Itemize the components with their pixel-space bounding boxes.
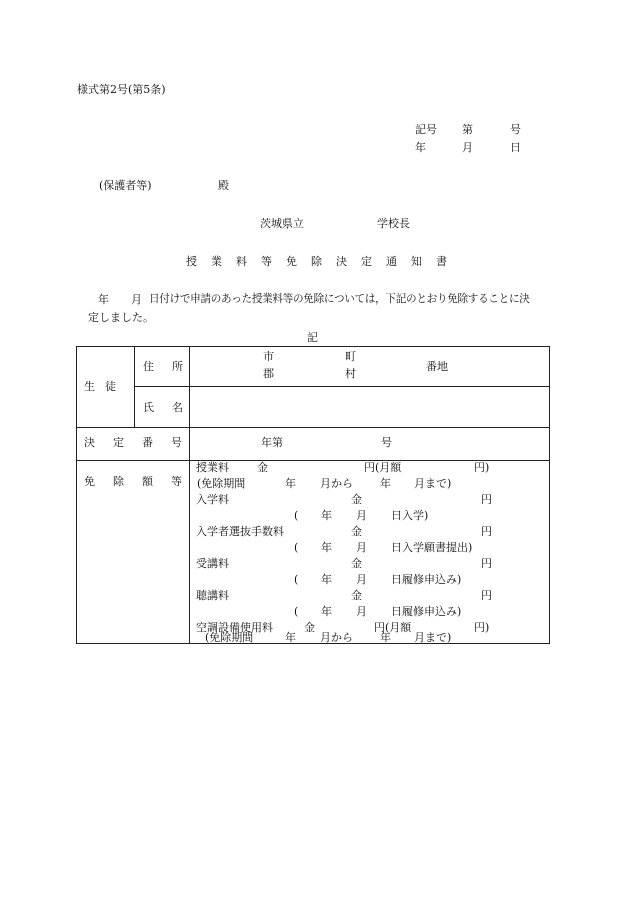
tuition-monthly-close: 円) bbox=[474, 461, 490, 474]
admission-label: 入学料 bbox=[196, 493, 229, 506]
exemption-label-c1: 免 bbox=[84, 475, 95, 488]
aircon-period-label: (免除期間 bbox=[205, 631, 254, 644]
audit-fee-yen: 円 bbox=[481, 589, 492, 602]
title-char: 通 bbox=[386, 255, 397, 268]
audit-fee-tsuki: 月 bbox=[356, 605, 367, 618]
tuition-period-from: 月から bbox=[320, 477, 353, 490]
title-char: 決 bbox=[336, 255, 347, 268]
admission-tsuki: 月 bbox=[356, 509, 367, 522]
address-machi: 町 bbox=[345, 350, 356, 363]
admission-date: 日入学) bbox=[391, 509, 429, 522]
divider bbox=[189, 347, 190, 643]
title-char: 料 bbox=[236, 255, 247, 268]
divider bbox=[77, 427, 549, 428]
issuer-prefecture: 茨城県立 bbox=[260, 217, 304, 230]
aircon-period-from: 月から bbox=[320, 631, 353, 644]
date-tsuki: 月 bbox=[462, 141, 473, 154]
name-label-c1: 氏 bbox=[143, 401, 154, 414]
audit-fee-paren: ( bbox=[294, 605, 299, 618]
issuer-principal: 学校長 bbox=[377, 217, 410, 230]
student-c1: 生 bbox=[84, 380, 95, 393]
selection-fee-label: 入学者選抜手数料 bbox=[196, 525, 284, 538]
aircon-fee-monthly: 円(月額 bbox=[374, 621, 412, 634]
selection-fee-yen: 円 bbox=[481, 525, 492, 538]
decision-label-c3: 番 bbox=[142, 436, 153, 449]
date-hi: 日 bbox=[510, 141, 521, 154]
ref-dai: 第 bbox=[462, 123, 473, 136]
tuition-period-nen2: 年 bbox=[380, 477, 391, 490]
decision-label-c1: 決 bbox=[84, 436, 95, 449]
admission-nen: 年 bbox=[321, 509, 332, 522]
aircon-period-nen2: 年 bbox=[380, 631, 391, 644]
body-nen: 年 bbox=[98, 293, 109, 306]
decision-label-c2: 定 bbox=[113, 436, 124, 449]
body-line-2: 定しました。 bbox=[88, 311, 154, 324]
exemption-table bbox=[76, 346, 550, 644]
aircon-period-nen1: 年 bbox=[285, 631, 296, 644]
course-fee-date: 日履修申込み) bbox=[391, 573, 462, 586]
exemption-label-c3: 額 bbox=[142, 475, 153, 488]
decision-label-c4: 号 bbox=[171, 436, 182, 449]
tuition-period-to: 月まで) bbox=[414, 477, 452, 490]
body-tsuki: 月 bbox=[131, 293, 142, 306]
exemption-label-c4: 等 bbox=[171, 475, 182, 488]
address-label-c1: 住 bbox=[143, 360, 154, 373]
address-banchi: 番地 bbox=[426, 360, 448, 373]
selection-fee-paren: ( bbox=[294, 541, 299, 554]
title-char: 免 bbox=[286, 255, 297, 268]
divider bbox=[134, 386, 549, 387]
student-c2: 徒 bbox=[105, 380, 116, 393]
aircon-fee-kin: 金 bbox=[304, 621, 315, 634]
admission-paren: ( bbox=[294, 509, 299, 522]
selection-fee-nen: 年 bbox=[321, 541, 332, 554]
date-nen: 年 bbox=[415, 141, 426, 154]
audit-fee-nen: 年 bbox=[321, 605, 332, 618]
aircon-period-to: 月まで) bbox=[414, 631, 452, 644]
address-gun: 郡 bbox=[263, 367, 274, 380]
course-fee-label: 受講料 bbox=[196, 557, 229, 570]
address-shi: 市 bbox=[263, 350, 274, 363]
guardian-label: (保護者等) bbox=[99, 179, 152, 192]
title-char: 除 bbox=[311, 255, 322, 268]
decision-gou: 号 bbox=[381, 436, 392, 449]
form-number: 様式第2号(第5条) bbox=[77, 83, 166, 96]
tuition-kin: 金 bbox=[257, 461, 268, 474]
ref-gou: 号 bbox=[510, 123, 521, 136]
title-char: 等 bbox=[261, 255, 272, 268]
selection-fee-date: 日入学願書提出) bbox=[391, 541, 473, 554]
aircon-fee-monthly-close: 円) bbox=[474, 621, 490, 634]
course-fee-nen: 年 bbox=[321, 573, 332, 586]
decision-nendai: 年第 bbox=[261, 436, 283, 449]
tuition-period-label: (免除期間 bbox=[197, 477, 246, 490]
body-line-1: 日付けで申請のあった授業料等の免除については，下記のとおり免除することに決 bbox=[149, 293, 530, 305]
audit-fee-label: 聴講料 bbox=[196, 589, 229, 602]
course-fee-yen: 円 bbox=[481, 557, 492, 570]
name-label-c2: 名 bbox=[172, 401, 183, 414]
tuition-label: 授業料 bbox=[196, 461, 229, 474]
title-char: 書 bbox=[436, 255, 447, 268]
audit-fee-date: 日履修申込み) bbox=[391, 605, 462, 618]
exemption-label-c2: 除 bbox=[113, 475, 124, 488]
selection-fee-kin: 金 bbox=[351, 525, 362, 538]
title-char: 知 bbox=[411, 255, 422, 268]
course-fee-tsuki: 月 bbox=[356, 573, 367, 586]
course-fee-paren: ( bbox=[294, 573, 299, 586]
divider bbox=[134, 347, 135, 427]
title-char: 定 bbox=[361, 255, 372, 268]
title-char: 業 bbox=[211, 255, 222, 268]
course-fee-kin: 金 bbox=[351, 557, 362, 570]
selection-fee-tsuki: 月 bbox=[356, 541, 367, 554]
tuition-period-nen1: 年 bbox=[285, 477, 296, 490]
aircon-fee-label: 空調設備使用料 bbox=[196, 621, 273, 634]
audit-fee-kin: 金 bbox=[351, 589, 362, 602]
title-char: 授 bbox=[186, 255, 197, 268]
ref-kigou: 記号 bbox=[415, 123, 437, 136]
address-label-c2: 所 bbox=[172, 360, 183, 373]
dono-label: 殿 bbox=[218, 179, 229, 192]
tuition-monthly: 円(月額 bbox=[364, 461, 402, 474]
admission-yen: 円 bbox=[481, 493, 492, 506]
address-mura: 村 bbox=[345, 367, 356, 380]
ki-label: 記 bbox=[307, 331, 318, 344]
admission-kin: 金 bbox=[351, 493, 362, 506]
